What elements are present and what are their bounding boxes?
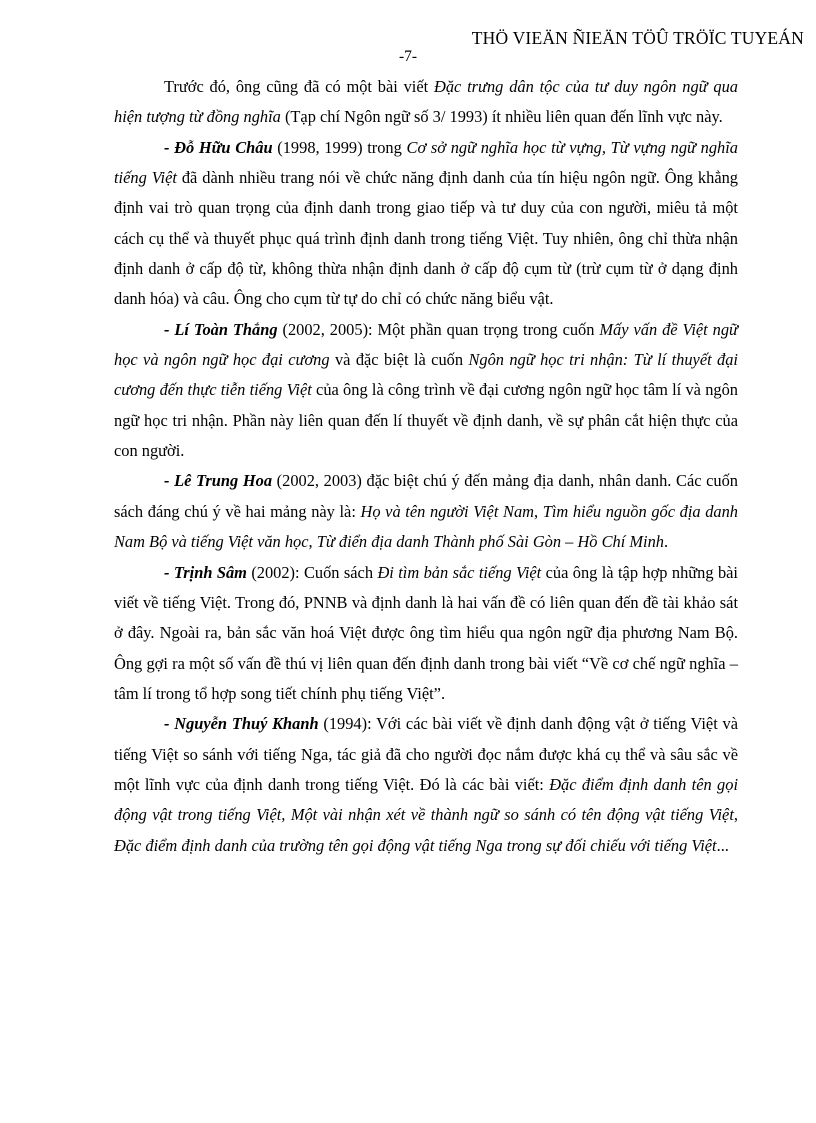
author-name: - Trịnh Sâm [164, 562, 247, 582]
paragraph-do-huu-chau [114, 133, 738, 315]
paragraph-1 [114, 72, 738, 133]
work-title: Đặc điểm định danh của trường tên gọi động vật tiếng Nga trong sự đối chiếu với tiếng Việt [114, 835, 717, 855]
work-title: Ngôn ngữ học tri nhận: Từ lí thuyết đại cương đến thực tiễn tiếng Việt [114, 350, 738, 400]
document-body [114, 72, 738, 861]
paragraph-li-toan-thang [114, 315, 738, 467]
work-title: Mấy vấn đề Việt ngữ học và ngôn ngữ học đại cương [114, 319, 738, 370]
text-run: (1998, 1999) trong [272, 137, 407, 157]
author-name: - Lí Toàn Thắng [164, 319, 278, 339]
work-title: Họ và tên người Việt Nam [360, 501, 534, 521]
work-title: Đi tìm bản sắc tiếng Việt [377, 562, 542, 582]
text-run: Trước đó, ông cũng đã có một bài viết [164, 77, 434, 96]
text-run: , [533, 501, 543, 521]
text-run: . [663, 532, 669, 552]
text-run: đã dành nhiều trang nói về chức năng định danh của tín hiệu ngôn ngữ. Ông khẳng định vai trò quan trọng của định danh trong giao tiếp và tư duy của con người, miêu tả một cách cụ thể và thuyết phục quá trình định danh trong tiếng Việt. Tuy nhiên, ông chỉ thừa nhận định danh ở cấp độ từ, không thừa nhận định danh ở cấp độ cụm từ (trừ cụm từ ở dạng định danh hóa) và câu. Ông cho cụm từ tự do chỉ có chức năng biểu vật. [114, 168, 738, 309]
work-title: Tìm hiểu nguồn gốc địa danh Nam Bộ và tiếng Việt văn học [114, 501, 738, 552]
paragraph-trinh-sam [114, 558, 738, 710]
text-run: (2002, 2003) đặc biệt chú ý đến mảng địa danh, nhân danh. Các cuốn sách đáng chú ý về hai mảng này là: [114, 471, 739, 521]
text-run: (Tạp chí Ngôn ngữ số 3/ 1993) ít nhiều liên quan đến lĩnh vực này. [280, 107, 723, 127]
text-run: , [733, 805, 738, 825]
author-name: - Lê Trung Hoa [164, 471, 273, 491]
work-title: Từ điển địa danh Thành phố Sài Gòn – Hồ Chí Minh [316, 532, 664, 552]
text-run: và đặc biệt là cuốn [329, 350, 469, 370]
text-run: của ông là tập hợp những bài viết về tiếng Việt. Trong đó, PNNB và định danh là hai vấn đề có liên quan đến đề tài khảo sát ở đây. Ngoài ra, bản sắc văn hoá Việt được ông tìm hiểu qua ngôn ngữ địa phương Nam Bộ. Ông gợi ra một số vấn đề thú vị liên quan đến định danh trong bài viết “Về cơ chế ngữ nghĩa – tâm lí trong tổ hợp song tiết chính phụ tiếng Việt”. [114, 562, 738, 703]
work-title: Đặc trưng dân tộc của tư duy ngôn ngữ qua hiện tượng từ đồng nghĩa [114, 77, 738, 127]
page-number: -7- [398, 48, 418, 65]
work-title: Cơ sở ngữ nghĩa học từ vựng, Từ vựng ngữ nghĩa tiếng Việt [114, 137, 739, 188]
page-header-title: THÖ VIEÄN ÑIEÄN TÖÛ TRÖÏC TUYEÁN [471, 28, 804, 48]
text-run: (2002, 2005): Một phần quan trọng trong cuốn [277, 319, 600, 339]
text-run: ... [716, 835, 729, 855]
work-title: Đặc điểm định danh tên gọi động vật trong tiếng Việt, Một vài nhận xét về thành ngữ so sánh có tên động vật tiếng Việt [114, 774, 738, 825]
author-name: - Đỗ Hữu Châu [164, 137, 273, 157]
text-run: (1994): Với các bài viết về định danh động vật ở tiếng Việt và tiếng Việt so sánh với tiếng Nga, tác giả đã cho người đọc nắm được khá cụ thể và sâu sắc về một lĩnh vực của định danh trong tiếng Việt. Đó là các bài viết: [114, 714, 738, 794]
paragraph-nguyen-thuy-khanh [114, 709, 738, 861]
text-run: , [308, 532, 317, 552]
author-name: - Nguyễn Thuý Khanh [164, 714, 319, 734]
paragraph-le-trung-hoa [114, 466, 738, 557]
text-run: của ông là công trình về đại cương ngôn ngữ học tâm lí và ngôn ngữ học tri nhận. Phần này liên quan đến lí thuyết về định danh, về sự phân cắt hiện thực của con người. [114, 380, 738, 461]
text-run: (2002): Cuốn sách [246, 562, 378, 582]
